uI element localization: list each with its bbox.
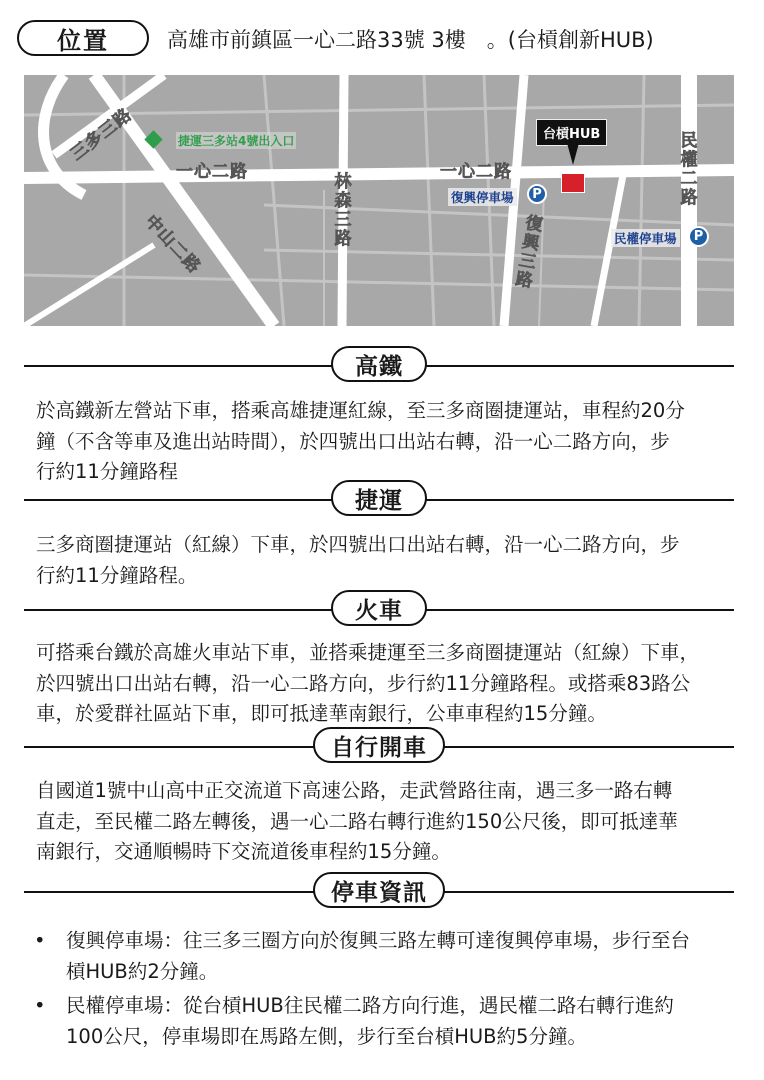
hub-callout: 台槓HUB: [536, 119, 607, 146]
section-header-hsr: [24, 346, 734, 386]
text-line: 行約11分鐘路程。: [36, 563, 198, 587]
text-line: 三多商圈捷運站（紅線）下車，於四號出口出站右轉，沿一心二路方向，步: [36, 533, 680, 556]
parking-minquan-label: 民權停車場: [611, 229, 680, 247]
section-title: 捷運: [331, 480, 427, 516]
train-text: [36, 638, 728, 730]
driving-text: [36, 776, 728, 868]
text-line: 自國道1號中山高中正交流道下高速公路，走武營路往南，遇三多一路右轉: [36, 779, 673, 802]
mrt-exit-label: 捷運三多站4號出入口: [178, 134, 295, 148]
text-line: 民權停車場：從台槓HUB往民權二路方向行進，遇民權二路右轉行進約: [66, 994, 674, 1017]
text-line: 槓HUB約2分鐘。: [66, 959, 219, 983]
text-line: 鐘（不含等車及進出站時間），於四號出口出站右轉，沿一心二路方向，步: [36, 429, 670, 453]
text-line: 復興停車場：往三多三圈方向於復興三路左轉可達復興停車場，步行至台: [66, 929, 691, 952]
parking-item-minquan: [32, 991, 732, 1052]
section-header-driving: [24, 727, 734, 767]
section-header-train: [24, 590, 734, 630]
section-header-mrt: [24, 480, 734, 520]
text-line: 南銀行，交通順暢時下交流道後車程約15分鐘。: [36, 840, 451, 863]
section-title: 停車資訊: [313, 872, 445, 908]
location-label: 位置: [17, 20, 149, 56]
road-label-yixin2-left: 一心二路: [176, 162, 248, 182]
hub-building-icon: [561, 173, 585, 193]
text-line: 可搭乘台鐵於高雄火車站下車，並搭乘捷運至三多商圈捷運站（紅線）下車，: [36, 641, 700, 664]
text-line: 直走，至民權二路左轉後，遇一心二路右轉行進約150公尺後，即可抵達華: [36, 809, 678, 833]
section-header-parking: [24, 872, 734, 912]
text-line: 於四號出口出站右轉，沿一心二路方向，步行約11分鐘路程。或搭乘83路公: [36, 671, 691, 695]
parking-fuxing-icon: P: [527, 184, 547, 204]
bullet: •: [34, 929, 46, 952]
text-line: 100公尺，停車場即在馬路左側，步行至台槓HUB約5分鐘。: [66, 1024, 587, 1048]
hsr-text: [36, 396, 728, 488]
road-label-yixin2-right: 一心二路: [440, 162, 512, 182]
location-address: 高雄市前鎮區一心二路33號 3樓 。(台槓創新HUB): [167, 28, 654, 52]
road-label-linsen3: 林森三路: [334, 172, 352, 249]
text-line: 車，於愛群社區站下車，即可抵達華南銀行，公車車程約15分鐘。: [36, 702, 607, 725]
section-title: 高鐵: [331, 346, 427, 382]
text-line: 行約11分鐘路程: [36, 460, 178, 483]
road-label-fuxing3: 復興三路: [514, 213, 545, 292]
section-title: 火車: [331, 590, 427, 626]
parking-fuxing-label: 復興停車場: [448, 188, 517, 206]
parking-list: [32, 926, 732, 1052]
hub-pointer-icon: [567, 143, 579, 165]
bullet: •: [34, 994, 46, 1017]
text-line: 於高鐵新左營站下車，搭乘高雄捷運紅線，至三多商圈捷運站，車程約20分: [36, 399, 685, 422]
location-map: [24, 75, 734, 326]
road-label-sanduo3: 三多三路: [67, 104, 137, 165]
parking-item-fuxing: [32, 926, 732, 987]
road-label-minquan2: 民權二路: [680, 131, 698, 208]
parking-minquan-icon: P: [688, 226, 709, 247]
location-row: [17, 20, 747, 60]
section-title: 自行開車: [313, 727, 445, 763]
mrt-text: [36, 530, 728, 591]
road-label-zhongshan2: 中山二路: [140, 211, 205, 278]
